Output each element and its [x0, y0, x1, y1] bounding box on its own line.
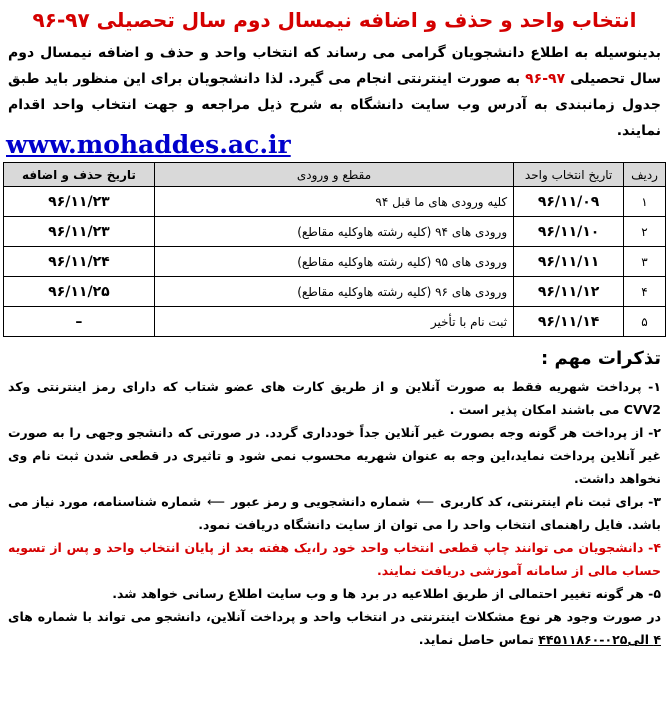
arrow-left-icon: ⟵	[416, 494, 435, 509]
contact-text: در صورت وجود هر نوع مشکلات اینترنتی در انتخاب واحد و پرداخت آنلاین، دانشجو می تواند با شماره های	[8, 609, 661, 624]
cell-add-drop-date: ۹۶/۱۱/۲۴	[4, 247, 155, 277]
cell-add-drop-date: ۹۶/۱۱/۲۵	[4, 277, 155, 307]
university-website-link[interactable]: www.mohaddes.ac.ir	[6, 130, 291, 159]
note-3-username-text: ۳- برای ثبت نام اینترنتی، کد کاربری	[440, 494, 662, 509]
table-row	[4, 217, 666, 247]
note-3-student-number-text: شماره دانشجویی و رمز عبور	[231, 494, 411, 509]
intro-text-part2: به صورت اینترنتی انجام می گیرد. لذا دانشجویان برای این منظور باید طبق جدول زمانبندی به آدرس وب سایت دانشگاه به شرح ذیل مراجعه و جهت انتخاب واحد اقدام نمایند.	[8, 71, 661, 139]
header-row-number: ردیف	[624, 163, 666, 187]
cell-level: ورودی های ۹۴ (کلیه رشته هاوکلیه مقاطع)	[154, 217, 513, 247]
cell-add-drop-date: ۹۶/۱۱/۲۳	[4, 187, 155, 217]
note-item-5: ۵- هر گونه تغییر احتمالی از طریق اطلاعیه در برد ها و وب سایت اطلاع رسانی خواهد شد.	[112, 586, 661, 601]
cell-row-number: ۲	[624, 217, 666, 247]
contact-phone: ۴ الی۰۲۵-۴۴۵۱۱۸۶۰	[538, 632, 661, 647]
cell-registration-date: ۹۶/۱۱/۱۴	[514, 307, 624, 337]
note-item-3	[8, 490, 661, 536]
cell-registration-date: ۹۶/۱۱/۱۰	[514, 217, 624, 247]
intro-year: ۹۷-۹۶	[525, 71, 566, 87]
cell-level: ثبت نام با تأخیر	[154, 307, 513, 337]
cell-registration-date: ۹۶/۱۱/۰۹	[514, 187, 624, 217]
header-level: مقطع و ورودی	[154, 163, 513, 187]
notes-title: تذکرات مهم :	[541, 348, 661, 369]
contact-text-end: تماس حاصل نماید.	[418, 632, 534, 647]
cell-row-number: ۴	[624, 277, 666, 307]
table-row	[4, 247, 666, 277]
cell-row-number: ۱	[624, 187, 666, 217]
note-item-4: ۴- دانشجویان می توانند چاپ قطعی انتخاب واحد خود را،یک هفته بعد از پایان انتخاب واحد و پس از تسویه حساب مالی از سامانه آموزشی دریافت نمایند.	[8, 540, 661, 578]
cell-row-number: ۳	[624, 247, 666, 277]
table-row	[4, 277, 666, 307]
note-item-2: ۲- از پرداخت هر گونه وجه بصورت غیر آنلاین جداً خودداری گردد. در صورتی که دانشجو وجهی را به صورت غیر آنلاین پرداخت نماید،این وجه به عنوان شهریه محسوب نمی شود و تاثیری در قطعی شدن ثبت نام وی نخواهد داشت.	[8, 425, 661, 486]
note-item-1: ۱- پرداخت شهریه فقط به صورت آنلاین و از طریق کارت های عضو شتاب که دارای رمز اینترنتی وکد CVV2 می باشند امکان پذیر است .	[8, 379, 661, 417]
table-row	[4, 187, 666, 217]
page-title: انتخاب واحد و حذف و اضافه نیمسال دوم سال تحصیلی ۹۷-۹۶	[32, 8, 637, 32]
cell-row-number: ۵	[624, 307, 666, 337]
cell-add-drop-date: ۹۶/۱۱/۲۳	[4, 217, 155, 247]
cell-add-drop-date: –	[4, 307, 155, 337]
notes-list	[8, 375, 661, 651]
cell-level: ورودی های ۹۶ (کلیه رشته هاوکلیه مقاطع)	[154, 277, 513, 307]
table-header-row	[4, 163, 666, 187]
header-add-drop-date: تاریخ حذف و اضافه	[4, 163, 155, 187]
cell-registration-date: ۹۶/۱۱/۱۱	[514, 247, 624, 277]
cell-registration-date: ۹۶/۱۱/۱۲	[514, 277, 624, 307]
arrow-left-icon: ⟵	[207, 494, 226, 509]
table-row	[4, 307, 666, 337]
cell-level: ورودی های ۹۵ (کلیه رشته هاوکلیه مقاطع)	[154, 247, 513, 277]
note-3-password-text: شماره شناسنامه، مورد نیاز می باشد. فایل راهنمای انتخاب واحد را می توان از سایت دانشگاه دریافت نمود.	[8, 494, 661, 532]
contact-note	[8, 605, 661, 651]
intro-text-part1: بدینوسیله به اطلاع دانشجویان گرامی می رساند که انتخاب واحد و حذف و اضافه نیمسال دوم سال تحصیلی	[8, 45, 661, 87]
header-registration-date: تاریخ انتخاب واحد	[514, 163, 624, 187]
schedule-table	[3, 162, 666, 337]
cell-level: کلیه ورودی های ما قبل ۹۴	[154, 187, 513, 217]
